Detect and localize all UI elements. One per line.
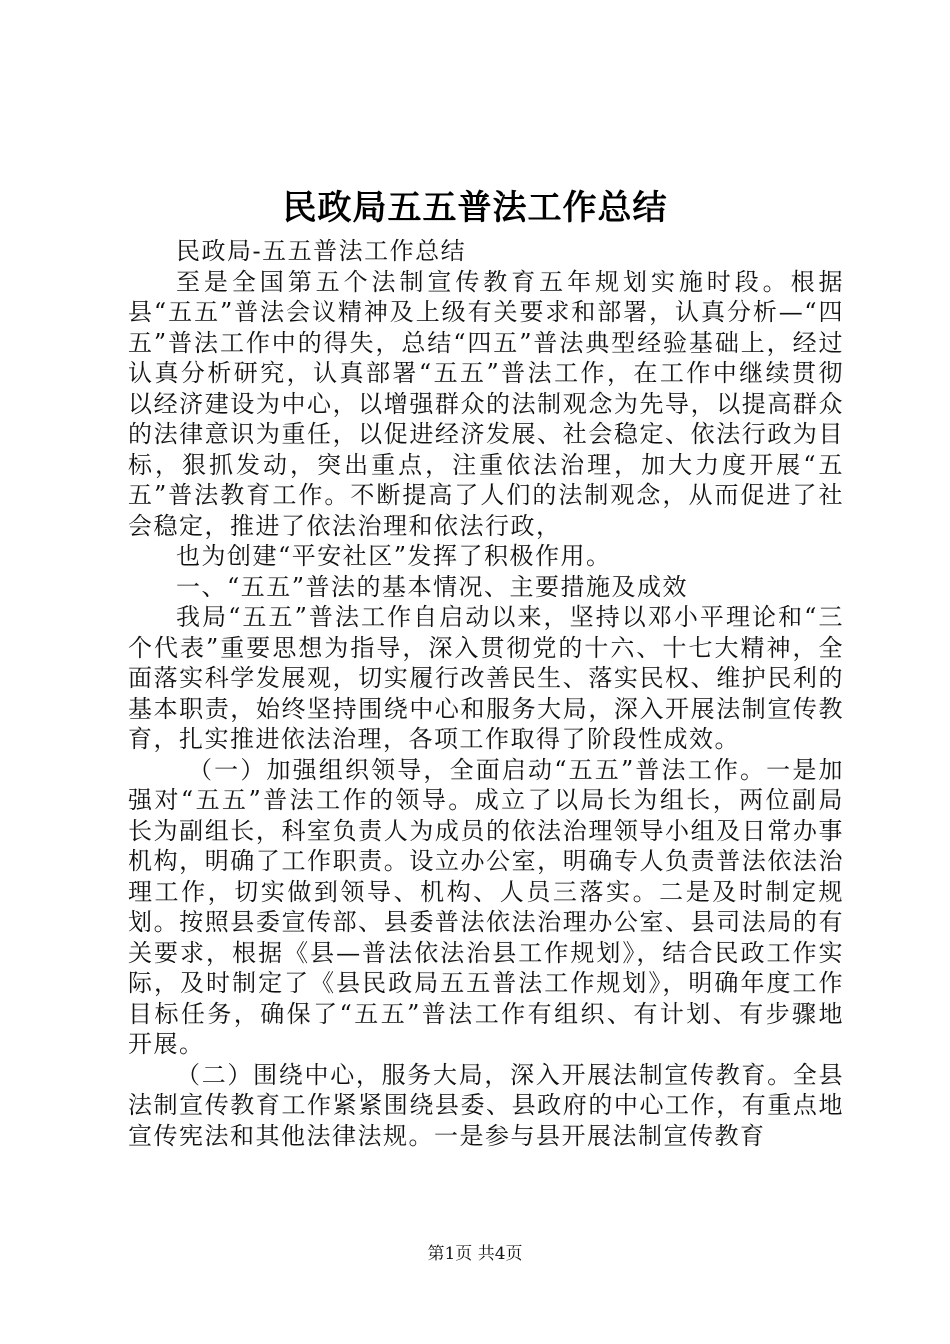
paragraph-subsection-2: （二）围绕中心，服务大局，深入开展法制宣传教育。全县法制宣传教育工作紧紧围绕县委、县政府的中心工作，有重点地宣传宪法和其他法律法规。一是参与县开展法制宣传教育	[128, 1060, 844, 1150]
paragraph-intro-end: 也为创建“平安社区”发挥了积极作用。	[176, 542, 612, 570]
paragraph-subsection-1: （一）加强组织领导，全面启动“五五”普法工作。一是加强对“五五”普法工作的领导。成立了以局长为组长，两位副局长为副组长，科室负责人为成员的依法治理领导小组及日常办事机构，明确了工作职责。设立办公室，明确专人负责普法依法治理工作，切实做到领导、机构、人员三落实。二是及时制定规划。按照县委宣传部、县委普法依法治理办公室、县司法局的有关要求，根据《县—普法依法治县工作规划》，结合民政工作实际，及时制定了《县民政局五五普法工作规划》，明确年度工作目标任务，确保了“五五”普法工作有组织、有计划、有步骤地开展。	[128, 755, 844, 1058]
paragraph-subtitle: 民政局-五五普法工作总结	[176, 237, 467, 265]
document-body	[128, 236, 844, 1151]
page-footer: 第1页 共4页	[427, 1244, 523, 1264]
paragraph-intro: 至是全国第五个法制宣传教育五年规划实施时段。根据县“五五”普法会议精神及上级有关要求和部署，认真分析—“四五”普法工作中的得失，总结“四五”普法典型经验基础上，经过认真分析研究，认真部署“五五”普法工作，在工作中继续贯彻以经济建设为中心，以增强群众的法制观念为先导，以提高群众的法律意识为重任，以促进经济发展、社会稳定、依法行政为目标，狠抓发动，突出重点，注重依法治理，加大力度开展“五五”普法教育工作。不断提高了人们的法制观念，从而促进了社会稳定，推进了依法治理和依法行政，	[128, 267, 844, 540]
document-title: 民政局五五普法工作总结	[282, 188, 668, 228]
section-heading-1: 一、“五五”普法的基本情况、主要措施及成效	[176, 572, 689, 601]
paragraph-section-1: 我局“五五”普法工作自启动以来，坚持以邓小平理论和“三个代表”重要思想为指导，深入贯彻党的十六、十七大精神，全面落实科学发展观，切实履行改善民生、落实民权、维护民利的基本职责，始终坚持围绕中心和服务大局，深入开展法制宣传教育，扎实推进依法治理，各项工作取得了阶段性成效。	[128, 603, 844, 753]
